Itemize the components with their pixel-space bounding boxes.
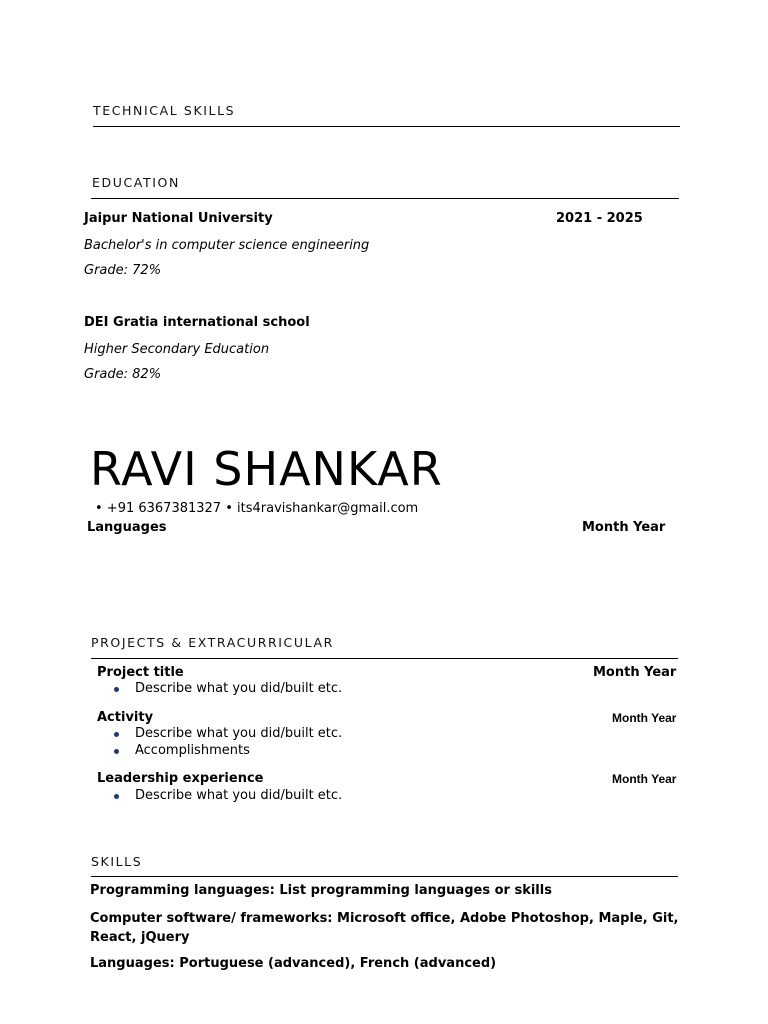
technical-skills-heading: TECHNICAL SKILLS: [93, 103, 236, 118]
education-grade: Grade: 82%: [84, 367, 162, 382]
bullet-icon: [114, 794, 119, 799]
education-grade: Grade: 72%: [84, 263, 162, 278]
education-degree: Bachelor's in computer science engineering: [84, 238, 370, 253]
education-school: DEI Gratia international school: [84, 315, 310, 330]
skills-heading: SKILLS: [91, 854, 143, 869]
education-divider: [91, 198, 679, 199]
skills-divider: [91, 876, 678, 877]
bullet-text: Describe what you did/built etc.: [135, 788, 343, 803]
bullet-icon: [114, 687, 119, 692]
bullet-icon: [114, 749, 119, 754]
bullet-text: Describe what you did/built etc.: [135, 726, 343, 741]
education-heading: EDUCATION: [92, 175, 180, 190]
technical-skills-divider: [93, 126, 680, 127]
project-date: Month Year: [593, 665, 677, 680]
bullet-text: Describe what you did/built etc.: [135, 681, 343, 696]
leadership-date: Month Year: [612, 772, 677, 786]
activity-date: Month Year: [612, 711, 677, 725]
contact-line: • +91 6367381327 • its4ravishankar@gmail.com: [95, 501, 419, 516]
languages-label: Languages: [87, 520, 167, 535]
leadership-title: Leadership experience: [97, 771, 264, 786]
education-dates: 2021 - 2025: [556, 211, 643, 226]
languages-date: Month Year: [582, 520, 666, 535]
bullet-text: Accomplishments: [135, 743, 250, 758]
project-title: Project title: [97, 665, 184, 680]
activity-title: Activity: [97, 710, 154, 725]
skills-languages: Languages: Portuguese (advanced), French (advanced): [90, 956, 497, 971]
education-degree: Higher Secondary Education: [84, 342, 270, 357]
bullet-icon: [114, 732, 119, 737]
projects-divider: [91, 658, 678, 659]
education-school: Jaipur National University: [84, 211, 273, 226]
skills-software: Computer software/ frameworks: Microsoft office, Adobe Photoshop, Maple, Git, React, jQuery: [90, 911, 679, 945]
candidate-name: RAVI SHANKAR: [90, 442, 443, 496]
skills-programming: Programming languages: List programming languages or skills: [90, 883, 552, 898]
projects-heading: PROJECTS & EXTRACURRICULAR: [91, 635, 334, 650]
